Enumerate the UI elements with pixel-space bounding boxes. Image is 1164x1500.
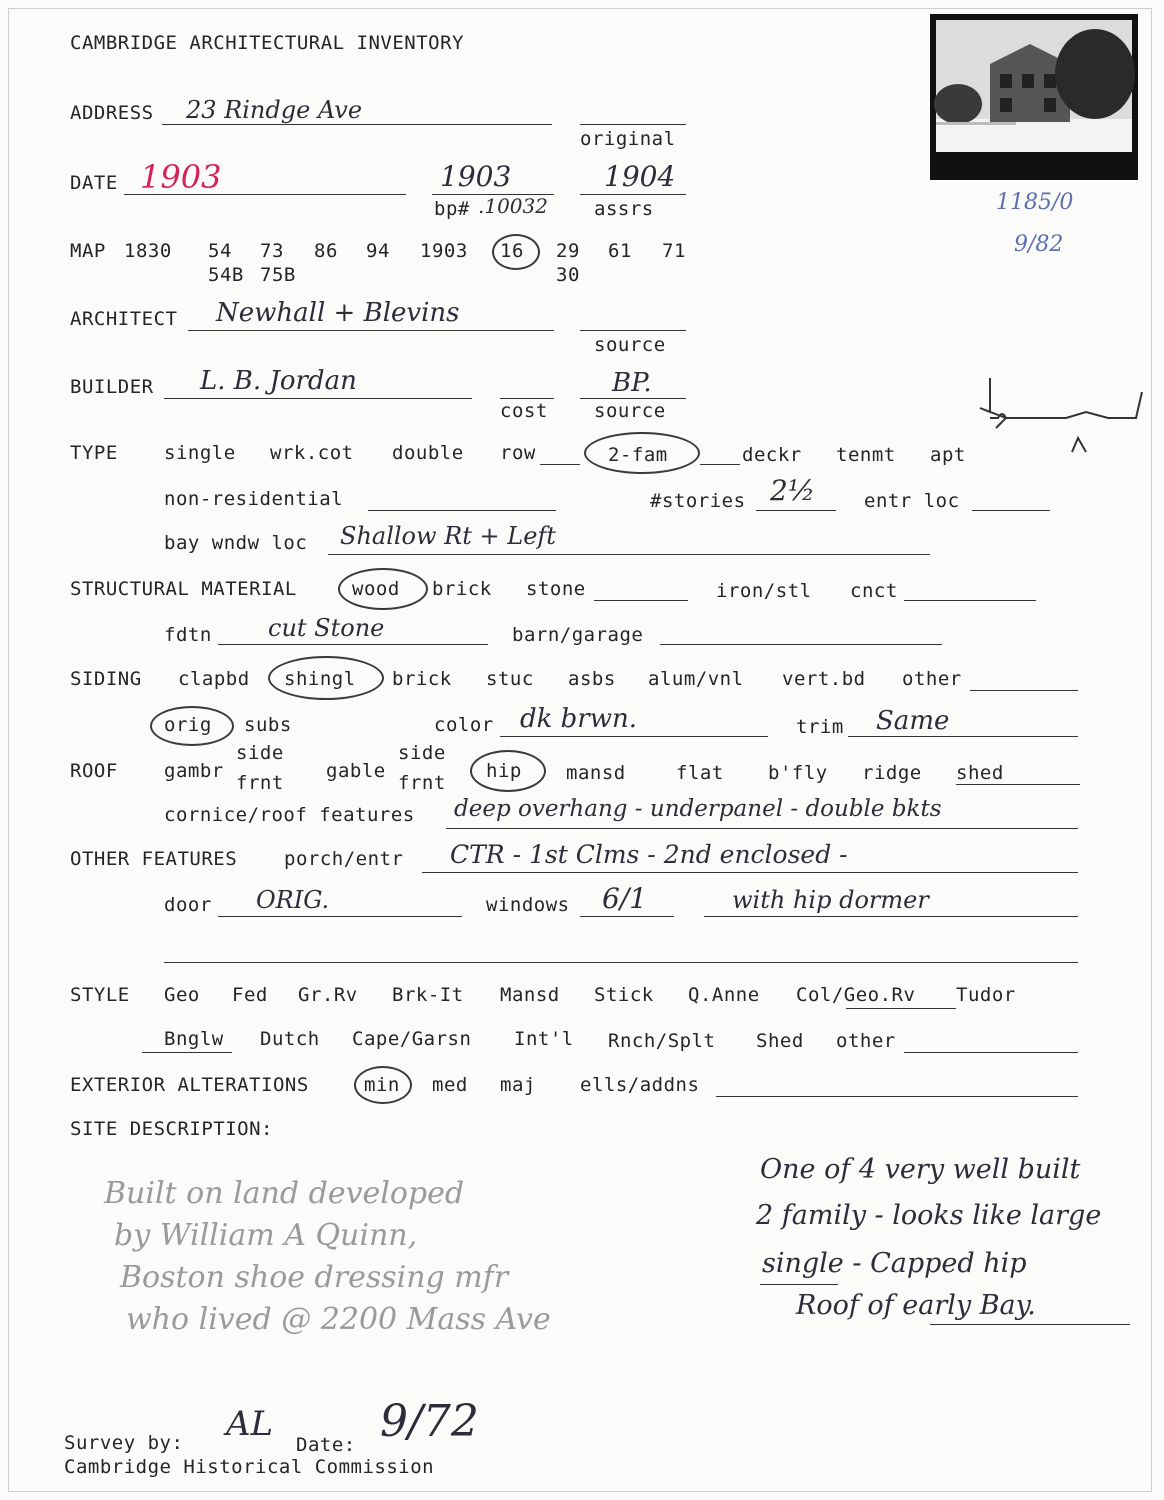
builder-line <box>164 398 472 399</box>
map-16: 16 <box>500 240 524 262</box>
hip-circle <box>470 750 546 792</box>
cornice-value: deep overhang - underpanel - double bkts <box>454 796 942 822</box>
style-qanne: Q.Anne <box>688 984 760 1006</box>
style-fed: Fed <box>232 984 268 1006</box>
door-value: ORIG. <box>256 886 330 914</box>
map-label: MAP <box>70 240 106 262</box>
wood-circle <box>338 568 428 610</box>
architect-source-label: source <box>594 334 666 356</box>
map-94: 94 <box>366 240 390 262</box>
roof-ridge: ridge <box>862 762 922 784</box>
survey-date-label: Date: <box>296 1434 356 1456</box>
map-1903: 1903 <box>420 240 468 262</box>
site-note-pencil-4: who lived @ 2200 Mass Ave <box>126 1302 551 1337</box>
bay-label: bay wndw loc <box>164 532 308 554</box>
siding-brick: brick <box>392 668 452 690</box>
style-mansd: Mansd <box>500 984 560 1006</box>
siding-clapbd: clapbd <box>178 668 250 690</box>
style-rnch: Rnch/Splt <box>608 1030 716 1052</box>
site-label: SITE DESCRIPTION: <box>70 1118 273 1140</box>
roof-gable: gable <box>326 760 386 782</box>
map-73: 73 <box>260 240 284 262</box>
roof-mansd: mansd <box>566 762 626 784</box>
windows-value: 6/1 <box>602 882 648 915</box>
style-cape: Cape/Garsn <box>352 1028 472 1050</box>
style-other-line <box>904 1052 1078 1053</box>
builder-value: L. B. Jordan <box>200 366 357 396</box>
structural-brick: brick <box>432 578 492 600</box>
site-note-pencil-3: Boston shoe dressing mfr <box>120 1260 509 1295</box>
map-86: 86 <box>314 240 338 262</box>
cornice-label: cornice/roof features <box>164 804 415 826</box>
type-label: TYPE <box>70 442 118 464</box>
date-bp-value: 1903 <box>440 160 512 193</box>
type-row: row <box>500 442 536 464</box>
type-wrkcot: wrk.cot <box>270 442 354 464</box>
windows-extra-line <box>704 916 1078 917</box>
colgeo-underline <box>846 1008 956 1009</box>
siding-other: other <box>902 668 962 690</box>
structural-cnct: cnct <box>850 580 898 602</box>
trim-value: Same <box>876 706 950 736</box>
type-double: double <box>392 442 464 464</box>
stone-line <box>594 600 688 601</box>
trim-label: trim <box>796 716 844 738</box>
siding-stuc: stuc <box>486 668 534 690</box>
roof-label: ROOF <box>70 760 118 782</box>
ext-alt-maj: maj <box>500 1074 536 1096</box>
min-circle <box>354 1066 412 1104</box>
structural-label: STRUCTURAL MATERIAL <box>70 578 297 600</box>
style-geo: Geo <box>164 984 200 1006</box>
barn-label: barn/garage <box>512 624 644 646</box>
entr-loc-label: entr loc <box>864 490 960 512</box>
date-assrs-value: 1904 <box>604 160 676 193</box>
site-note-pencil-2: by William A Quinn, <box>114 1218 418 1253</box>
nonres-line <box>368 510 556 511</box>
date-label: DATE <box>70 172 118 194</box>
color-line <box>500 736 768 737</box>
style-stick: Stick <box>594 984 654 1006</box>
roof-hip: hip <box>486 760 522 782</box>
ref-number: 1185/0 <box>996 190 1074 215</box>
fdtn-value: cut Stone <box>268 614 385 642</box>
ext-alt-med: med <box>432 1074 468 1096</box>
style-dutch: Dutch <box>260 1028 320 1050</box>
commission-label: Cambridge Historical Commission <box>64 1456 435 1478</box>
roof-frnt-1: frnt <box>236 772 284 794</box>
bnglw-underline <box>142 1052 232 1053</box>
map-75b: 75B <box>260 264 296 286</box>
cost-label: cost <box>500 400 548 422</box>
style-other: other <box>836 1030 896 1052</box>
map-71: 71 <box>662 240 686 262</box>
stories-label: #stories <box>650 490 746 512</box>
type-2fam: 2-fam <box>608 444 668 466</box>
windows-line <box>580 916 674 917</box>
windows-extra: with hip dormer <box>732 886 929 914</box>
map-29: 29 <box>556 240 580 262</box>
roof-frnt-2: frnt <box>398 772 446 794</box>
siding-label: SIDING <box>70 668 142 690</box>
trim-line <box>848 736 1078 737</box>
assrs-line <box>580 194 686 195</box>
type-apt: apt <box>930 444 966 466</box>
map-16-circle <box>492 234 540 270</box>
ells-line <box>716 1096 1078 1097</box>
porch-line <box>422 872 1078 873</box>
map-61: 61 <box>608 240 632 262</box>
ext-alt-min: min <box>364 1074 400 1096</box>
siding-asbs: asbs <box>568 668 616 690</box>
type-single: single <box>164 442 236 464</box>
orig-circle <box>150 706 234 746</box>
bay-line <box>328 554 930 555</box>
style-intl: Int'l <box>514 1028 574 1050</box>
single-underline <box>760 1284 838 1285</box>
bp-label: bp# <box>434 198 470 220</box>
ext-alt-label: EXTERIOR ALTERATIONS <box>70 1074 309 1096</box>
early-bay-underline <box>930 1324 1130 1325</box>
address-line <box>162 124 552 125</box>
architect-value: Newhall + Blevins <box>216 298 460 328</box>
cost-line <box>500 398 554 399</box>
nonres-label: non-residential <box>164 488 344 510</box>
survey-label: Survey by: <box>64 1432 184 1454</box>
original-label: original <box>580 128 676 150</box>
ref-date: 9/82 <box>1014 232 1064 257</box>
style-colgeo: Col/Geo.Rv <box>796 984 916 1006</box>
cnct-line <box>904 600 1036 601</box>
entr-loc-line <box>972 510 1050 511</box>
map-30: 30 <box>556 264 580 286</box>
map-54: 54 <box>208 240 232 262</box>
survey-date-value: 9/72 <box>380 1396 479 1447</box>
type-deckr: deckr <box>742 444 802 466</box>
style-label: STYLE <box>70 984 130 1006</box>
bp-number: .10032 <box>478 194 548 218</box>
site-note-ink-3: single - Capped hip <box>762 1248 1027 1279</box>
structural-stone: stone <box>526 578 586 600</box>
site-note-ink-1: One of 4 very well built <box>760 1154 1081 1185</box>
siding-other-line <box>970 690 1078 691</box>
color-label: color <box>434 714 494 736</box>
bay-value: Shallow Rt + Left <box>340 522 556 550</box>
survey-value: AL <box>226 1404 274 1444</box>
siding-alum: alum/vnl <box>648 668 744 690</box>
siding-shingl: shingl <box>284 668 356 690</box>
style-shed: Shed <box>756 1030 804 1052</box>
address-value: 23 Rindge Ave <box>186 96 363 124</box>
blank-line <box>164 962 1078 963</box>
builder-label: BUILDER <box>70 376 154 398</box>
fdtn-label: fdtn <box>164 624 212 646</box>
original-line <box>580 124 686 125</box>
shingl-circle <box>268 656 384 700</box>
building-photo <box>930 14 1138 180</box>
roof-gambr: gambr <box>164 760 224 782</box>
fdtn-line <box>218 644 488 645</box>
structural-wood: wood <box>352 578 400 600</box>
siding-vertbd: vert.bd <box>782 668 866 690</box>
roof-side-2: side <box>398 742 446 764</box>
ext-alt-ells: ells/addns <box>580 1074 700 1096</box>
door-label: door <box>164 894 212 916</box>
architect-label: ARCHITECT <box>70 308 178 330</box>
structural-iron: iron/stl <box>716 580 812 602</box>
date-value: 1903 <box>140 158 222 196</box>
builder-source-label: source <box>594 400 666 422</box>
architect-source-line <box>580 330 686 331</box>
site-note-ink-4: Roof of early Bay. <box>796 1290 1036 1321</box>
style-bnglw: Bnglw <box>164 1028 224 1050</box>
porch-label: porch/entr <box>284 848 404 870</box>
address-label: ADDRESS <box>70 102 154 124</box>
map-1830: 1830 <box>124 240 172 262</box>
stories-line <box>756 510 836 511</box>
assrs-label: assrs <box>594 198 654 220</box>
style-grrv: Gr.Rv <box>298 984 358 1006</box>
subs-label: subs <box>244 714 292 736</box>
stories-value: 2½ <box>770 474 815 507</box>
barn-line <box>660 644 942 645</box>
roof-side-1: side <box>236 742 284 764</box>
color-value: dk brwn. <box>520 704 637 734</box>
cornice-line <box>446 828 1078 829</box>
style-tudor: Tudor <box>956 984 1016 1006</box>
type-tenmt: tenmt <box>836 444 896 466</box>
map-54b: 54B <box>208 264 244 286</box>
porch-value: CTR - 1st Clms - 2nd enclosed - <box>450 840 848 869</box>
shed-line <box>956 784 1080 785</box>
roof-shed: shed <box>956 762 1004 784</box>
form-title: CAMBRIDGE ARCHITECTURAL INVENTORY <box>70 32 464 54</box>
architect-line <box>188 330 554 331</box>
site-note-pencil-1: Built on land developed <box>104 1176 465 1211</box>
windows-label: windows <box>486 894 570 916</box>
type-2fam-circle <box>584 432 700 474</box>
site-note-ink-2: 2 family - looks like large <box>756 1200 1102 1231</box>
roof-flat: flat <box>676 762 724 784</box>
door-line <box>218 916 462 917</box>
row-line <box>540 464 580 465</box>
footprint-sketch <box>976 372 1156 462</box>
style-brkit: Brk-It <box>392 984 464 1006</box>
other-features-label: OTHER FEATURES <box>70 848 238 870</box>
deckr-line <box>700 464 740 465</box>
builder-source-value: BP. <box>612 368 652 398</box>
orig-label: orig <box>164 714 212 736</box>
date-line <box>124 194 406 195</box>
roof-bfly: b'fly <box>768 762 828 784</box>
builder-source-line <box>580 398 686 399</box>
